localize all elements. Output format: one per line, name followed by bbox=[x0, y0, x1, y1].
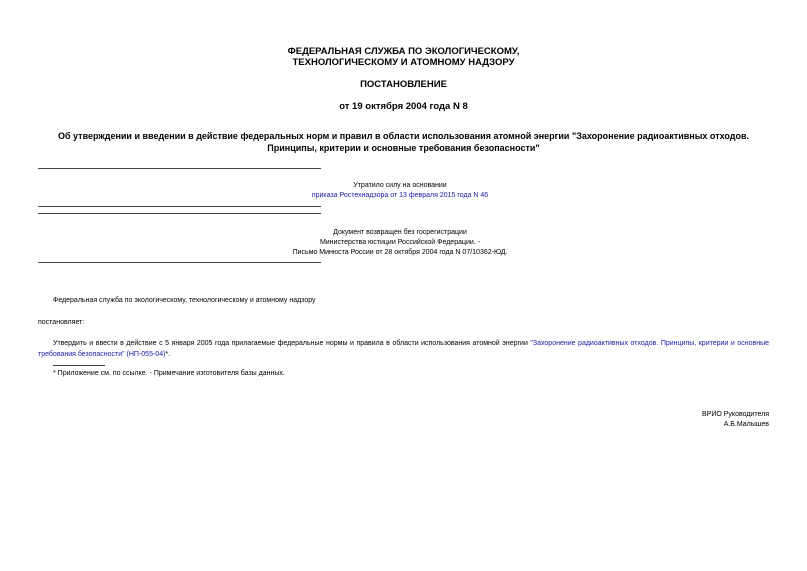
decrees-word: постановляет: bbox=[38, 319, 85, 326]
document-type: ПОСТАНОВЛЕНИЕ bbox=[360, 79, 447, 90]
registration-note-line3: Письмо Минюста России от 28 октября 2004 года N 07/10362-ЮД. bbox=[292, 249, 508, 256]
agency-name-line1: ФЕДЕРАЛЬНАЯ СЛУЖБА ПО ЭКОЛОГИЧЕСКОМУ, bbox=[287, 46, 520, 57]
divider bbox=[38, 168, 321, 169]
footnote-divider bbox=[53, 365, 105, 366]
status-note-label: Утратило силу на основании bbox=[353, 182, 447, 189]
divider bbox=[38, 213, 321, 214]
main-paragraph-text: Утвердить и ввести в действие с 5 января 2005 года прилагаемые федеральные нормы и правила в области использования атомной энергии bbox=[53, 340, 531, 347]
signatory-position: ВРИО Руководителя bbox=[702, 411, 769, 418]
divider bbox=[38, 206, 321, 207]
repeal-order-link[interactable]: приказа Ростехнадзора от 13 февраля 2015 года N 46 bbox=[311, 192, 489, 199]
norms-document-link[interactable]: "Захоронение радиоактивных отходов. Принципы, критерии и основные требования безопасности" (НП-055-04) bbox=[38, 340, 769, 358]
intro-paragraph: Федеральная служба по экологическому, технологическому и атомному надзору bbox=[53, 297, 316, 304]
main-paragraph bbox=[38, 338, 769, 360]
footnote-text: * Приложение см. по ссылке. - Примечание изготовителя базы данных. bbox=[53, 370, 285, 377]
registration-note-line1: Документ возвращен без госрегистрации bbox=[333, 229, 467, 236]
document-title-line1: Об утверждении и введении в действие федеральных норм и правил в области использования атомной энергии "Захоронение радиоактивных отходов. bbox=[57, 131, 750, 141]
document-title-line2: Принципы, критерии и основные требования безопасности" bbox=[267, 143, 540, 153]
signatory-name: А.Б.Малышев bbox=[723, 421, 769, 428]
registration-note-line2: Министерства юстиции Российской Федерации. - bbox=[319, 239, 481, 246]
footnote-marker: *. bbox=[165, 351, 171, 358]
divider bbox=[38, 262, 321, 263]
document-date-number: от 19 октября 2004 года N 8 bbox=[339, 101, 468, 112]
agency-name-line2: ТЕХНОЛОГИЧЕСКОМУ И АТОМНОМУ НАДЗОРУ bbox=[292, 57, 515, 68]
